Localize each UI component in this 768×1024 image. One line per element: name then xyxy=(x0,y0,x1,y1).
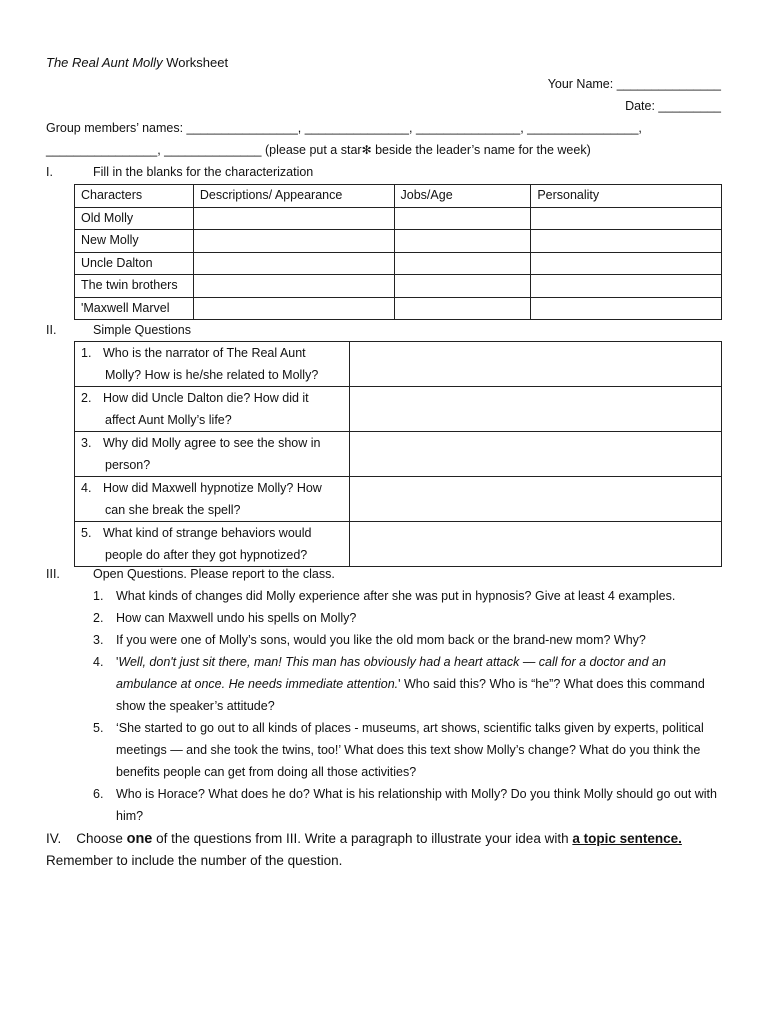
answer-cell[interactable] xyxy=(394,297,531,320)
group-line2-end: beside the leader’s name for the week) xyxy=(371,143,591,157)
character-name: 'Maxwell Marvel xyxy=(75,297,194,320)
section4-text-a: Choose xyxy=(76,831,127,846)
question-number: 2. xyxy=(81,391,92,405)
answer-cell[interactable] xyxy=(394,252,531,275)
question-line1: How did Uncle Dalton die? How did it xyxy=(103,391,309,405)
emphasis-one: one xyxy=(126,831,153,847)
list-item xyxy=(93,629,723,651)
item-number: 4. xyxy=(93,655,104,669)
answer-cell[interactable] xyxy=(531,207,722,230)
title-rest: Worksheet xyxy=(162,55,229,70)
question-line1: Who is the narrator of The Real Aunt xyxy=(103,346,306,360)
quote-open: ' xyxy=(116,655,119,669)
table-row xyxy=(75,342,722,387)
your-name-line: Your Name: _______________ xyxy=(547,77,721,91)
answer-cell[interactable] xyxy=(531,230,722,253)
list-item xyxy=(93,651,723,717)
section3-heading: Open Questions. Please report to the class. xyxy=(93,567,335,581)
table-row xyxy=(75,252,722,275)
question-line2: Molly? How is he/she related to Molly? xyxy=(105,368,319,382)
worksheet-title xyxy=(46,55,228,70)
item-text: What kinds of changes did Molly experience after she was put in hypnosis? Give at least 4 examples. xyxy=(116,589,676,603)
answer-cell[interactable] xyxy=(531,297,722,320)
character-name: Uncle Dalton xyxy=(75,252,194,275)
item-number: 5. xyxy=(93,721,104,735)
item-number: 6. xyxy=(93,787,104,801)
item-number: 2. xyxy=(93,611,104,625)
section2-heading: Simple Questions xyxy=(93,323,191,337)
answer-cell[interactable] xyxy=(193,297,394,320)
question-cell xyxy=(75,432,350,477)
list-item xyxy=(93,585,723,607)
answer-cell[interactable] xyxy=(349,342,721,387)
list-item xyxy=(93,783,723,827)
question-line2: can she break the spell? xyxy=(105,503,241,517)
table-row xyxy=(75,522,722,567)
answer-cell[interactable] xyxy=(193,207,394,230)
section2-numeral: II. xyxy=(46,323,57,337)
simple-questions-table xyxy=(74,341,722,567)
topic-sentence-emphasis: a topic sentence. xyxy=(572,831,682,846)
characterization-table xyxy=(74,184,722,320)
star-icon: ✻ xyxy=(361,143,372,157)
section3-numeral: III. xyxy=(46,567,60,581)
character-name: New Molly xyxy=(75,230,194,253)
question-number: 5. xyxy=(81,526,92,540)
character-name: Old Molly xyxy=(75,207,194,230)
question-line2: people do after they got hypnotized? xyxy=(105,548,308,562)
question-number: 3. xyxy=(81,436,92,450)
list-item xyxy=(93,717,723,783)
table-row xyxy=(75,477,722,522)
item-text: How can Maxwell undo his spells on Molly? xyxy=(116,611,357,625)
answer-cell[interactable] xyxy=(394,230,531,253)
answer-cell[interactable] xyxy=(193,275,394,298)
column-header: Descriptions/ Appearance xyxy=(193,185,394,208)
table-row xyxy=(75,207,722,230)
answer-cell[interactable] xyxy=(531,252,722,275)
section4-numeral: IV. xyxy=(46,831,62,846)
quoted-text: Well, don't just sit there, man! This man has obviously had a heart attack — call for a doctor and an ambulance at once. He needs immediate attention. xyxy=(116,655,666,691)
answer-cell[interactable] xyxy=(531,275,722,298)
item-text: If you were one of Molly’s sons, would you like the old mom back or the brand-new mom? Why? xyxy=(116,633,646,647)
table-header-row xyxy=(75,185,722,208)
question-cell xyxy=(75,342,350,387)
answer-cell[interactable] xyxy=(349,477,721,522)
table-row xyxy=(75,387,722,432)
answer-cell[interactable] xyxy=(349,387,721,432)
question-line1: Why did Molly agree to see the show in xyxy=(103,436,321,450)
table-row xyxy=(75,297,722,320)
question-cell xyxy=(75,477,350,522)
answer-cell[interactable] xyxy=(349,522,721,567)
question-cell xyxy=(75,522,350,567)
group-line2-start: ________________, ______________ (please put a star xyxy=(46,143,362,157)
answer-cell[interactable] xyxy=(193,230,394,253)
section1-heading: Fill in the blanks for the characterization xyxy=(93,165,314,179)
list-item xyxy=(93,607,723,629)
title-italic: The Real Aunt Molly xyxy=(46,55,163,70)
section1-numeral: I. xyxy=(46,165,53,179)
answer-cell[interactable] xyxy=(349,432,721,477)
column-header: Characters xyxy=(75,185,194,208)
question-number: 1. xyxy=(81,346,92,360)
section4-paragraph xyxy=(46,828,726,872)
question-line2: affect Aunt Molly’s life? xyxy=(105,413,232,427)
question-line1: How did Maxwell hypnotize Molly? How xyxy=(103,481,322,495)
item-text: ' Who said this? Who is “he”? What does this command show the speaker’s attitude? xyxy=(116,677,705,713)
question-number: 4. xyxy=(81,481,92,495)
character-name: The twin brothers xyxy=(75,275,194,298)
table-row xyxy=(75,275,722,298)
section4-text-b: of the questions from III. Write a paragraph to illustrate your idea with xyxy=(152,831,573,846)
column-header: Personality xyxy=(531,185,722,208)
table-row xyxy=(75,230,722,253)
item-text: ‘She started to go out to all kinds of places - museums, art shows, scientific talks given by experts, political meetings — and she took the twins, too!’ What does this text show Molly’s change? What do you think the benefits people can get from doing all those activities? xyxy=(116,721,704,779)
column-header: Jobs/Age xyxy=(394,185,531,208)
question-line1: What kind of strange behaviors would xyxy=(103,526,312,540)
question-cell xyxy=(75,387,350,432)
group-members-line-1: Group members’ names: ________________, _______________, _______________, ________________, xyxy=(46,121,642,135)
item-text: Who is Horace? What does he do? What is his relationship with Molly? Do you think Molly should go out with him? xyxy=(116,787,717,823)
group-members-line-2 xyxy=(46,143,591,157)
item-number: 1. xyxy=(93,589,104,603)
open-questions-list xyxy=(93,585,723,827)
answer-cell[interactable] xyxy=(394,275,531,298)
section4-text-c: Remember to include the number of the question. xyxy=(46,853,343,868)
answer-cell[interactable] xyxy=(394,207,531,230)
item-number: 3. xyxy=(93,633,104,647)
table-row xyxy=(75,432,722,477)
date-line: Date: _________ xyxy=(625,99,721,113)
question-line2: person? xyxy=(105,458,151,472)
answer-cell[interactable] xyxy=(193,252,394,275)
